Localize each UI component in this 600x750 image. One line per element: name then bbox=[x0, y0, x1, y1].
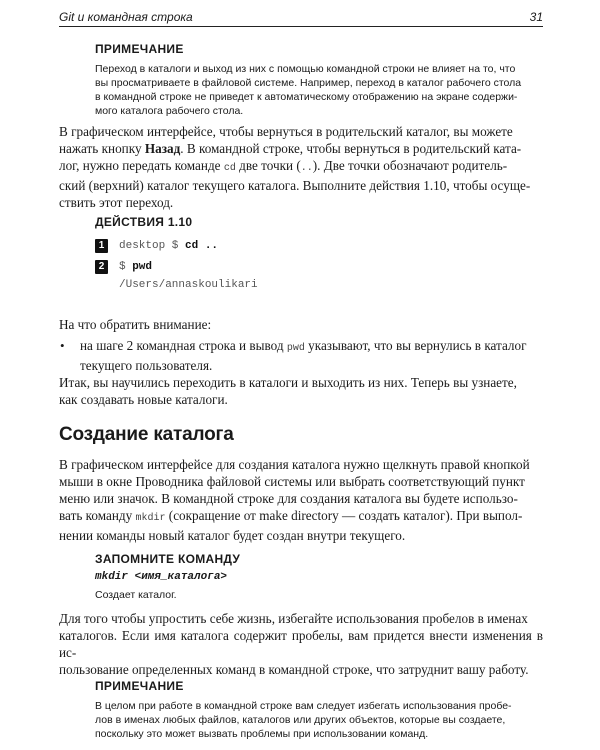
note-line: поскольку это может вызвать проблемы при использовании команд. bbox=[95, 728, 429, 740]
inline-code-pwd: pwd bbox=[286, 343, 305, 354]
note-title: ПРИМЕЧАНИЕ bbox=[95, 679, 184, 693]
remember-box bbox=[95, 552, 543, 601]
command-syntax: mkdir <имя_каталога> bbox=[95, 571, 228, 583]
attention-intro: На что обратить внимание: bbox=[59, 317, 212, 332]
command-description: Создает каталог. bbox=[95, 589, 177, 601]
note-line: В целом при работе в командной строке вам следует избегать использования пробе- bbox=[95, 700, 512, 712]
inline-code-cd: cd bbox=[223, 163, 236, 174]
bullet-item: • на шаге 2 командная строка и вывод pwd указывают, что вы вернулись в каталог текущего пользователя. bbox=[60, 338, 527, 373]
note-title: ПРИМЕЧАНИЕ bbox=[95, 42, 184, 56]
note-line: вы просматриваете в файловой системе. Например, переход в каталог рабочего стола bbox=[95, 77, 522, 89]
remember-title: ЗАПОМНИТЕ КОМАНДУ bbox=[95, 552, 241, 566]
running-header bbox=[59, 8, 543, 27]
command-line: desktop $ cd .. bbox=[119, 240, 219, 252]
chapter-title: Git и командная строка bbox=[59, 10, 193, 24]
step-2 bbox=[95, 260, 152, 274]
paragraph-mkdir: В графическом интерфейсе для создания каталога нужно щелкнуть правой кнопкой мыши в окне Проводника файловой системы или выбрать соответствующий пункт меню или значок. В командной строке для создания каталога вы будете использо- вать команду mkdir (сокращение от make directory — создать каталог). При выпол- нении команды новый каталог будет создан внутри текущего. bbox=[59, 457, 530, 543]
step-1 bbox=[95, 239, 218, 253]
step-number-badge: 2 bbox=[95, 260, 108, 274]
paragraph-summary: Итак, вы научились переходить в каталоги и выходить из них. Теперь вы узнаете, как создавать новые каталоги. bbox=[59, 375, 517, 407]
command-output: /Users/annaskoulikari bbox=[119, 279, 258, 291]
bullet-dot: • bbox=[60, 338, 65, 353]
actions-title: ДЕЙСТВИЯ 1.10 bbox=[95, 215, 193, 229]
page-number: 31 bbox=[529, 10, 543, 24]
note-line: мого каталога рабочего стола. bbox=[95, 105, 244, 117]
bold-button-name: Назад bbox=[144, 141, 181, 156]
note-line: Переход в каталоги и выход из них с помощью командной строки не влияет на то, что bbox=[95, 63, 516, 75]
note-line: лов в именах любых файлов, каталогов или других объектов, которые вы создаете, bbox=[95, 714, 506, 726]
paragraph-parent-directory: В графическом интерфейсе, чтобы вернуться в родительский каталог, вы можете нажать кнопку Назад. В командной строке, чтобы вернуться в родительский ката- лог, нужно передать команде cd две точки (..). Две точки обозначают родитель- ский (верхний) каталог текущего каталога. Выполните действия 1.10, чтобы осуще- ствить этот переход. bbox=[59, 124, 531, 210]
note-box-1 bbox=[95, 42, 543, 118]
note-line: в командной строке не приведет к автоматическому отображению на экране содержи- bbox=[95, 91, 518, 103]
step-number-badge: 1 bbox=[95, 239, 108, 253]
inline-code-dots: .. bbox=[300, 163, 313, 174]
note-text bbox=[95, 699, 543, 741]
command-line: $ pwd bbox=[119, 261, 153, 273]
paragraph-spaces: Для того чтобы упростить себе жизнь, избегайте использования пробелов в именах каталогов. Если имя каталога содержит пробелы, вам придется внести изменения в ис- пользование определенных команд в командной строке, что затруднит вашу работу. bbox=[59, 611, 543, 677]
note-box-2 bbox=[95, 679, 543, 741]
actions-box bbox=[95, 215, 543, 295]
section-heading: Создание каталога bbox=[59, 424, 234, 445]
note-text bbox=[95, 62, 543, 118]
inline-code-mkdir: mkdir bbox=[135, 513, 166, 524]
